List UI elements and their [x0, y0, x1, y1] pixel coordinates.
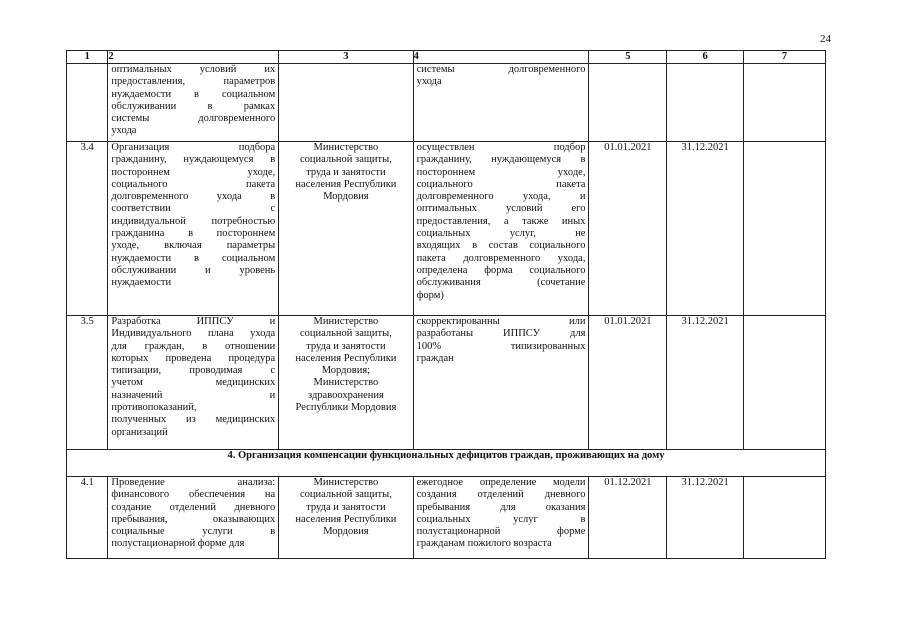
cell-text-line: обслуживании в рамках — [111, 100, 276, 112]
cell-text-line: труда и занятости — [306, 340, 386, 352]
row-number: 3.4 — [67, 142, 108, 316]
cell-text-line: оптимальных условий его — [416, 203, 586, 215]
cell-text-line: ухода — [416, 76, 442, 88]
row-task-name — [108, 316, 279, 450]
cell-text-line: обслуживании и уровень — [111, 264, 276, 276]
row-result — [413, 316, 589, 450]
column-header: 6 — [667, 51, 744, 64]
row-result — [413, 477, 589, 559]
row-number: 3.5 — [67, 316, 108, 450]
cell-text-line: долговременного ухода, и — [416, 191, 586, 203]
cell-text-line: пребывания, оказывающих — [111, 513, 276, 525]
section-header-row — [67, 450, 826, 477]
cell-text-line: противопоказаний, — [111, 402, 197, 414]
table-row — [67, 477, 826, 559]
cell-text-line: определена форма социального — [416, 264, 586, 276]
cell-text-line: осуществлен подбор — [416, 142, 586, 153]
row-note — [744, 64, 826, 142]
row-executor — [279, 477, 413, 559]
cell-text-line: нуждаемости — [111, 277, 172, 289]
cell-text-line: финансового обеспечения на — [111, 489, 276, 501]
cell-text-line: граждан — [416, 352, 454, 364]
section-title: 4. Организация компенсации функциональных дефицитов граждан, проживающих на дому — [67, 450, 826, 477]
row-start-date: 01.01.2021 — [589, 142, 667, 316]
row-task-name — [108, 64, 279, 142]
cell-text-line: полустационарной форме — [416, 526, 586, 538]
cell-text-line: назначений и — [111, 389, 276, 401]
table-row — [67, 142, 826, 316]
cell-text-line: гражданину, нуждающемуся в — [111, 154, 276, 166]
cell-text-line: оптимальных условий их — [111, 64, 276, 75]
table-row — [67, 64, 826, 142]
cell-text-line: нуждаемости в социальном — [111, 252, 276, 264]
cell-text-line: Организация подбора — [111, 142, 276, 153]
cell-text-line: социальные услуги в — [111, 526, 276, 538]
cell-text-line: типизации, проводимая с — [111, 365, 276, 377]
cell-text-line: уходе, включая параметры — [111, 240, 276, 252]
cell-text-line: долговременного ухода в — [111, 191, 276, 203]
cell-text-line: системы долговременного — [416, 64, 586, 75]
cell-text-line: социальных услуг, не — [416, 228, 586, 240]
cell-text-line: Министерство — [313, 477, 379, 488]
cell-text-line: населения Республики — [295, 178, 397, 190]
cell-text-line: форм) — [416, 289, 444, 301]
cell-text-line: ухода — [111, 125, 137, 137]
row-note — [744, 316, 826, 450]
cell-text-line: которых проведена процедура — [111, 352, 276, 364]
cell-text-line: предоставления, параметров — [111, 76, 276, 88]
cell-text-line: Мордовия — [323, 526, 369, 538]
row-executor — [279, 64, 413, 142]
cell-text-line: входящих в состав социального — [416, 240, 586, 252]
row-end-date: 31.12.2021 — [667, 477, 744, 559]
cell-text-line: создание отделений дневного — [111, 501, 276, 513]
cell-text-line: труда и занятости — [306, 501, 386, 513]
cell-text-line: пакета долговременного ухода, — [416, 252, 586, 264]
cell-text-line: населения Республики — [295, 352, 397, 364]
cell-text-line: нуждаемости в социальном — [111, 88, 276, 100]
row-number: 4.1 — [67, 477, 108, 559]
cell-text-line: полустационарной форме для — [111, 538, 245, 550]
row-executor — [279, 316, 413, 450]
cell-text-line: предоставления, а также иных — [416, 215, 586, 227]
column-header: 2 — [108, 51, 279, 64]
column-header: 1 — [67, 51, 108, 64]
row-result — [413, 142, 589, 316]
column-header: 5 — [589, 51, 667, 64]
page-number: 24 — [820, 33, 831, 45]
cell-text-line: социальной защиты, — [300, 328, 392, 340]
cell-text-line: обслуживания (сочетание — [416, 277, 586, 289]
cell-text-line: разработаны ИППСУ для — [416, 328, 586, 340]
cell-text-line: полученных из медицинских — [111, 414, 276, 426]
cell-text-line: социальных услуг в — [416, 513, 586, 525]
row-task-name — [108, 477, 279, 559]
cell-text-line: учетом медицинских — [111, 377, 276, 389]
table-header-row — [67, 51, 826, 64]
cell-text-line: Министерство — [313, 377, 379, 389]
column-header: 7 — [744, 51, 826, 64]
cell-text-line: Министерство — [313, 142, 379, 153]
row-end-date: 31.12.2021 — [667, 142, 744, 316]
cell-text-line: создания отделений дневного — [416, 489, 586, 501]
row-end-date — [667, 64, 744, 142]
row-number — [67, 64, 108, 142]
row-note — [744, 477, 826, 559]
cell-text-line: Разработка ИППСУ и — [111, 316, 276, 327]
row-end-date: 31.12.2021 — [667, 316, 744, 450]
cell-text-line: гражданина в постороннем — [111, 228, 276, 240]
cell-text-line: постороннем уходе, — [416, 166, 586, 178]
document-table — [66, 50, 826, 559]
cell-text-line: системы долговременного — [111, 113, 276, 125]
cell-text-line: труда и занятости — [306, 166, 386, 178]
cell-text-line: гражданам пожилого возраста — [416, 538, 552, 550]
table-row — [67, 316, 826, 450]
cell-text-line: Республики Мордовия — [295, 402, 397, 414]
cell-text-line: Мордовия — [323, 191, 369, 203]
cell-text-line: соответствии с — [111, 203, 276, 215]
row-start-date: 01.01.2021 — [589, 316, 667, 450]
cell-text-line: 100% типизированных — [416, 340, 586, 352]
cell-text-line: Мордовия; — [321, 365, 371, 377]
cell-text-line: социального пакета — [416, 178, 586, 190]
row-start-date — [589, 64, 667, 142]
cell-text-line: индивидуальной потребностью — [111, 215, 276, 227]
column-header: 4 — [413, 51, 589, 64]
cell-text-line: для граждан, в отношении — [111, 340, 276, 352]
cell-text-line: социальной защиты, — [300, 154, 392, 166]
cell-text-line: гражданину, нуждающемуся в — [416, 154, 586, 166]
cell-text-line: социального пакета — [111, 178, 276, 190]
row-task-name — [108, 142, 279, 316]
cell-text-line: Индивидуального плана ухода — [111, 328, 276, 340]
cell-text-line: ежегодное определение модели — [416, 477, 586, 488]
cell-text-line: организаций — [111, 426, 168, 438]
cell-text-line: здравоохранения — [308, 389, 384, 401]
cell-text-line: Министерство — [313, 316, 379, 327]
row-note — [744, 142, 826, 316]
row-result — [413, 64, 589, 142]
cell-text-line: Проведение анализа: — [111, 477, 276, 488]
row-start-date: 01.12.2021 — [589, 477, 667, 559]
cell-text-line: постороннем уходе, — [111, 166, 276, 178]
row-executor — [279, 142, 413, 316]
cell-text-line: населения Республики — [295, 513, 397, 525]
cell-text-line: пребывания для оказания — [416, 501, 586, 513]
cell-text-line: социальной защиты, — [300, 489, 392, 501]
column-header: 3 — [279, 51, 413, 64]
cell-text-line: скорректированны или — [416, 316, 586, 327]
